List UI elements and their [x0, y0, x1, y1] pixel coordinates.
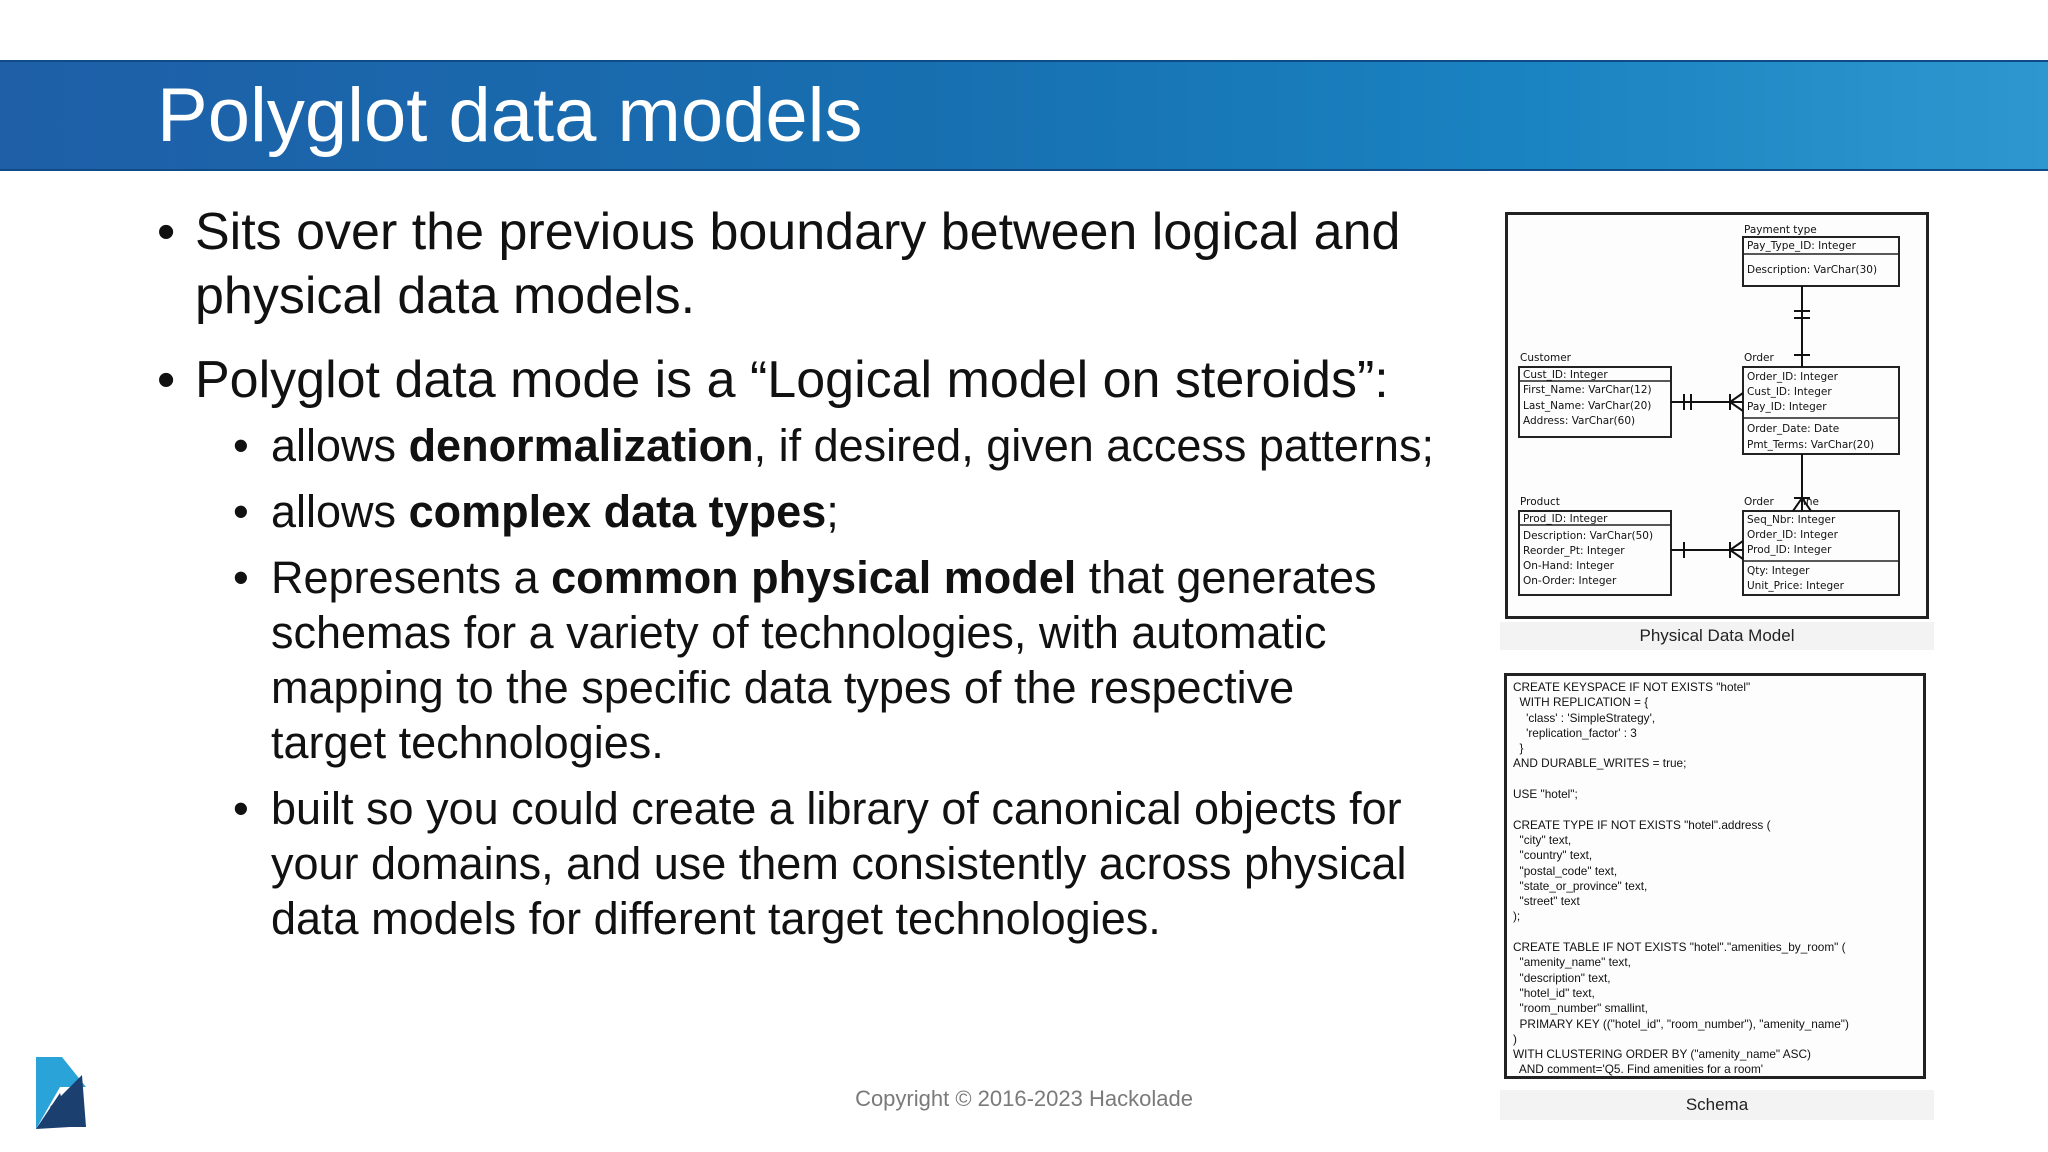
- copyright-footer: [0, 1086, 2048, 1112]
- bullet-marker: •: [233, 783, 249, 834]
- table-name-order: Order: [1744, 352, 1774, 364]
- table-field: Description: VarChar(30): [1747, 264, 1878, 276]
- schema-caption: Schema: [1500, 1090, 1934, 1120]
- bullet-list: [157, 200, 1457, 946]
- sub-bullet-list: [157, 418, 1457, 946]
- sub-bullet-text: that generates schemas for a variety of technologies, with automatic mapping to the specific data types of the respective target technologies.: [271, 552, 1377, 768]
- table-field: Order_Date: Date: [1747, 423, 1840, 435]
- sub-bullet-text: Represents a: [271, 552, 552, 603]
- table-field: Pay_Type_ID: Integer: [1747, 240, 1856, 252]
- bullet-marker: •: [233, 420, 249, 471]
- schema-code-panel: [1504, 673, 1926, 1079]
- table-field: Last_Name: VarChar(20): [1523, 400, 1652, 412]
- table-field: Description: VarChar(50): [1523, 530, 1654, 542]
- bullet-item: [157, 200, 1457, 328]
- bullet-text: Sits over the previous boundary between logical and physical data models.: [195, 203, 1401, 325]
- table-field: Pay_ID: Integer: [1747, 401, 1827, 413]
- title-banner: [0, 60, 2048, 171]
- table-field: Pmt_Terms: VarChar(20): [1747, 439, 1875, 451]
- sub-bullet-text: allows: [271, 420, 409, 471]
- sub-bullet-bold: denormalization: [408, 420, 754, 471]
- bullet-marker: •: [157, 351, 176, 409]
- table-name-product: Product: [1520, 496, 1560, 508]
- table-field: Unit_Price: Integer: [1747, 580, 1844, 592]
- sub-bullet-text: ;: [826, 486, 839, 537]
- table-field: Prod_ID: Integer: [1747, 544, 1832, 556]
- table-field: Prod_ID: Integer: [1523, 513, 1608, 525]
- table-field: Qty: Integer: [1747, 565, 1810, 577]
- table-field: Order_ID: Integer: [1747, 371, 1838, 383]
- table-name-order-line-2: line: [1800, 496, 1819, 508]
- table-field: On-Order: Integer: [1523, 575, 1617, 587]
- erd-svg: [1508, 215, 1926, 616]
- table-field: Reorder_Pt: Integer: [1523, 545, 1625, 557]
- table-name-customer: Customer: [1520, 352, 1572, 364]
- table-field: First_Name: VarChar(12): [1523, 384, 1652, 396]
- physical-data-model-diagram: [1505, 212, 1929, 619]
- page-title: Polyglot data models: [157, 73, 863, 158]
- sub-bullet-bold: common physical model: [551, 552, 1077, 603]
- bullet-item: [157, 348, 1457, 412]
- sub-bullet-bold: complex data types: [408, 486, 827, 537]
- copyright-text: Copyright © 2016-2023 Hackolade: [855, 1086, 1193, 1111]
- sub-bullet-text: built so you could create a library of canonical objects for your domains, and use them consistently across physical data models for different target technologies.: [271, 783, 1407, 944]
- sub-bullet-item: [233, 484, 1457, 539]
- table-field: Cust_ID: Integer: [1523, 369, 1608, 381]
- bullet-text: Polyglot data mode is a “Logical model on steroids”:: [195, 351, 1389, 409]
- bullet-marker: •: [233, 486, 249, 537]
- sub-bullet-item: [233, 781, 1491, 946]
- sub-bullet-item: [233, 418, 1457, 473]
- bullet-marker: •: [157, 203, 176, 261]
- schema-code: CREATE KEYSPACE IF NOT EXISTS "hotel" WITH REPLICATION = { 'class' : 'SimpleStrategy', 'replication_factor' : 3 } AND DURABLE_WRITES = true; USE "hotel"; CREATE TYPE IF NOT EXISTS "hotel".address ( "city" text, "country" text, "postal_code" text, "state_or_province" text, "street" text ); CREATE TABLE IF NOT EXISTS "hotel"."amenities_by_room" ( "amenity_name" text, "description" text, "hotel_id" text, "room_number" smallint, PRIMARY KEY (("hotel_id", "room_number"), "amenity_name") ) WITH CLUSTERING ORDER BY ("amenity_name" ASC) AND comment='Q5. Find amenities for a room': [1513, 680, 1849, 1077]
- sub-bullet-text: allows: [271, 486, 409, 537]
- sub-bullet-text: , if desired, given access patterns;: [753, 420, 1434, 471]
- table-field: Seq_Nbr: Integer: [1747, 514, 1836, 526]
- table-name-payment-type: Payment type: [1744, 224, 1817, 236]
- physical-data-model-caption: Physical Data Model: [1500, 622, 1934, 650]
- table-name-order-line: Order: [1744, 496, 1774, 508]
- bullet-marker: •: [233, 552, 249, 603]
- table-field: Address: VarChar(60): [1523, 415, 1636, 427]
- table-field: Order_ID: Integer: [1747, 529, 1838, 541]
- table-field: Cust_ID: Integer: [1747, 386, 1832, 398]
- sub-bullet-item: [233, 550, 1411, 770]
- table-field: On-Hand: Integer: [1523, 560, 1615, 572]
